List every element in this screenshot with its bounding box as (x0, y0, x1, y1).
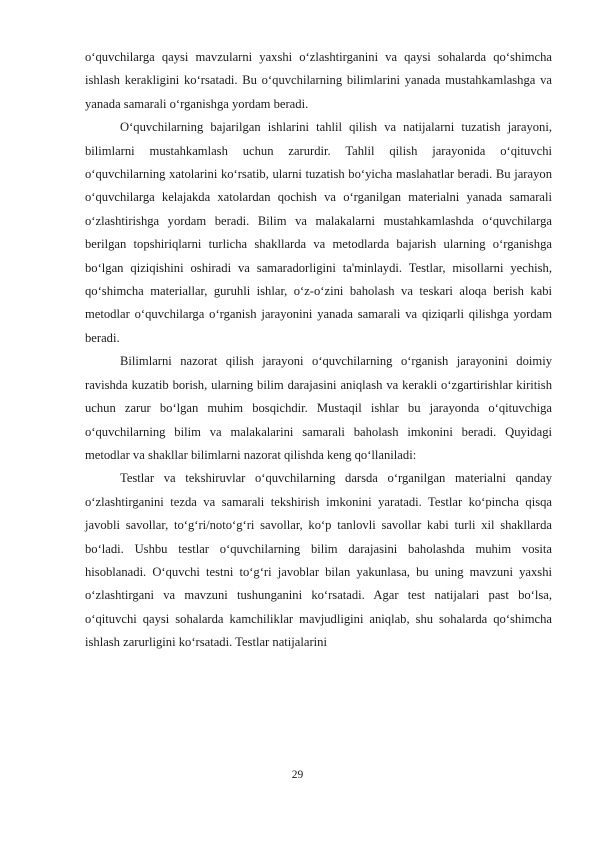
body-text (85, 46, 552, 655)
paragraph-knowledge-control: Bilimlarni nazorat qilish jarayoni o‘quvchilarning o‘rganish jarayonini doimiy ravishda kuzatib borish, ularning bilim darajasini aniqlash va kerakli o‘zgartirishlar kiritish uchun zarur bo‘lgan muhim bosqichdir. Mustaqil ishlar bu jarayonda o‘qituvchiga o‘quvchilarning bilim va malakalarini samarali baholash imkonini beradi. Quyidagi metodlar va shakllar bilimlarni nazorat qilishda keng qo‘llaniladi: (85, 354, 552, 462)
paragraph-continuation: o‘quvchilarga qaysi mavzularni yaxshi o‘zlashtirganini va qaysi sohalarda qo‘shimcha ishlash kerakligini ko‘rsatadi. Bu o‘quvchilarning bilimlarini yanada mustahkamlashga va yanada samarali o‘rganishga yordam beradi. (85, 50, 552, 111)
paragraph-analysis: O‘quvchilarning bajarilgan ishlarini tahlil qilish va natijalarni tuzatish jarayoni, bilimlarni mustahkamlash uchun zarurdir. Tahlil qilish jarayonida o‘qituvchi o‘quvchilarning xatolarini ko‘rsatib, ularni tuzatish bo‘yicha maslahatlar beradi. Bu jarayon o‘quvchilarga kelajakda xatolardan qochish va o‘rganilgan materialni yanada samarali o‘zlashtirishga yordam beradi. Bilim va malakalarni mustahkamlashda o‘quvchilarga berilgan topshiriqlarni turlicha shakllarda va metodlarda bajarish ularning o‘rganishga bo‘lgan qiziqishini oshiradi va samaradorligini ta'minlaydi. Testlar, misollarni yechish, qo‘shimcha materiallar, guruhli ishlar, o‘z-o‘zini baholash va teskari aloqa berish kabi metodlar o‘quvchilarga o‘rganish jarayonini yanada samarali va qiziqarli qilishga yordam beradi. (85, 120, 552, 345)
paragraph-tests: Testlar va tekshiruvlar o‘quvchilarning darsda o‘rganilgan materialni qanday o‘zlashtirganini tezda va samarali tekshirish imkonini yaratadi. Testlar ko‘pincha qisqa javobli savollar, to‘g‘ri/noto‘g‘ri savollar, ko‘p tanlovli savollar kabi turli xil shakllarda bo‘ladi. Ushbu testlar o‘quvchilarning bilim darajasini baholashda muhim vosita hisoblanadi. O‘quvchi testni to‘g‘ri javoblar bilan yakunlasa, bu uning mavzuni yaxshi o‘zlashtirgani va mavzuni tushunganini ko‘rsatadi. Agar test natijalari past bo‘lsa, o‘qituvchi qaysi sohalarda kamchiliklar mavjudligini aniqlab, shu sohalarda qo‘shimcha ishlash zarurligini ko‘rsatadi. Testlar natijalarini (85, 471, 552, 650)
page-number: 29 (291, 769, 304, 781)
